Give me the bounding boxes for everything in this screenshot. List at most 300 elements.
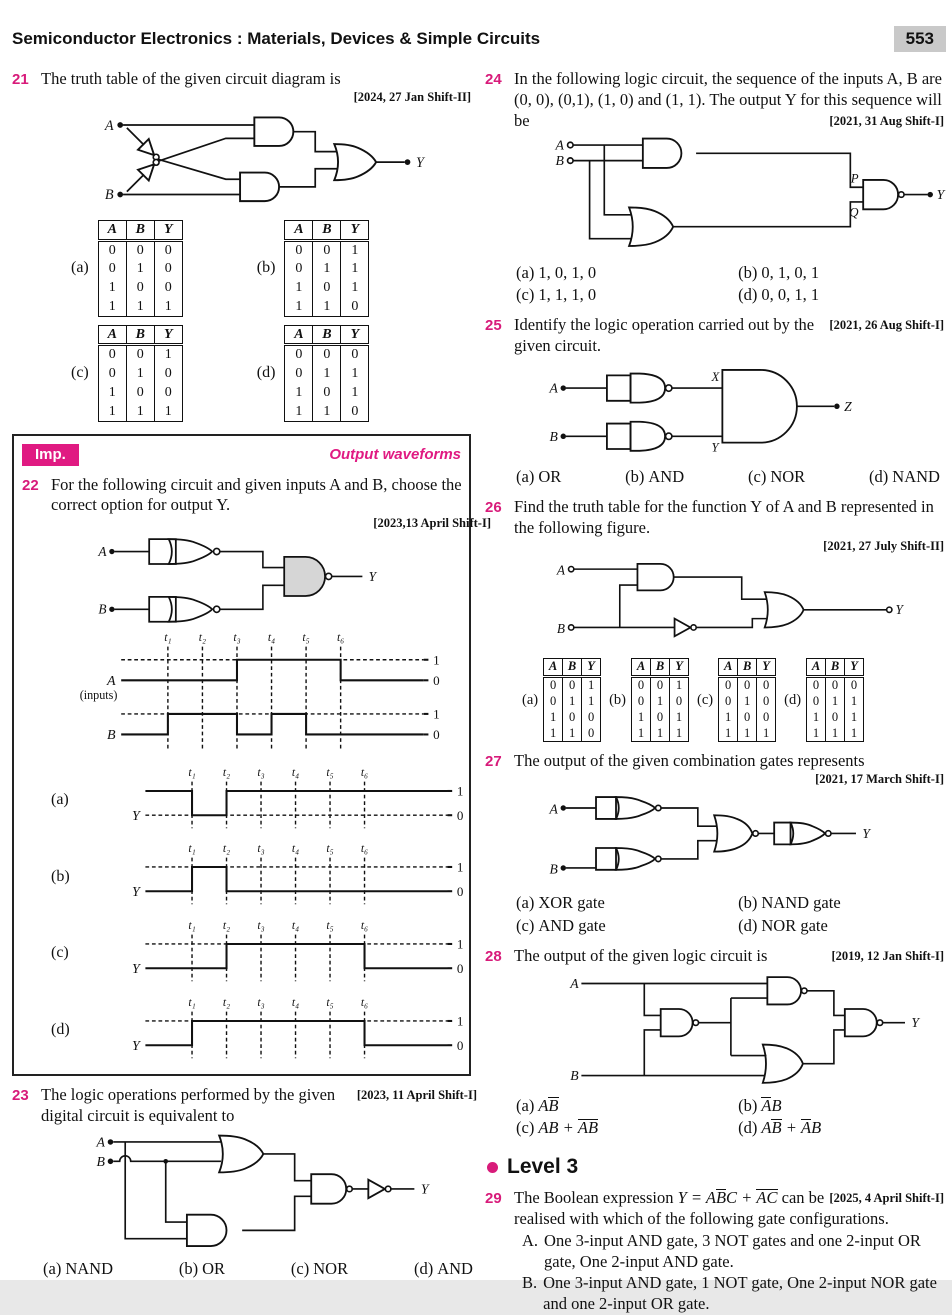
wire — [620, 585, 638, 627]
wire — [279, 168, 337, 186]
truth-table-cell: 0 — [98, 345, 126, 364]
formula-term: A — [538, 1095, 549, 1115]
waveform-option-c — [51, 916, 491, 991]
and-gate — [637, 563, 673, 590]
truth-table-cell: 0 — [719, 694, 738, 710]
truth-table-cell: 1 — [719, 710, 738, 726]
truth-table-cell: 1 — [341, 364, 369, 383]
input-b-label: B — [98, 601, 107, 617]
wire — [807, 991, 844, 1016]
svg-text:A: A — [107, 673, 116, 689]
truth-table-header-cell: B — [313, 325, 341, 345]
invert-bubble — [826, 831, 831, 836]
truth-table-row — [285, 278, 369, 297]
formula-term: B — [811, 1118, 822, 1138]
option-label: (d) — [784, 691, 802, 708]
invert-bubble — [753, 831, 758, 836]
wire — [661, 841, 716, 859]
truth-table-cell: 0 — [341, 297, 369, 316]
waveform-option-a — [51, 763, 491, 838]
waveform-plot — [87, 993, 491, 1062]
waveform-option-b — [51, 839, 491, 914]
options-row — [516, 467, 940, 488]
formula-overbar-term: A — [761, 1095, 772, 1115]
truth-table-cell: 1 — [126, 402, 154, 421]
truth-table-row — [807, 676, 864, 693]
formula-overbar-term: A — [800, 1118, 812, 1138]
output-y-label: Y — [862, 825, 870, 841]
question-number: 29 — [485, 1190, 502, 1208]
formula-term: Y = A — [677, 1188, 716, 1208]
citation: [2025, 4 April Shift-I] — [829, 1191, 944, 1206]
svg-text:0: 0 — [456, 961, 464, 977]
svg-text:Y: Y — [132, 962, 140, 978]
svg-text:0: 0 — [433, 672, 440, 688]
input-b-label: B — [556, 620, 565, 636]
truth-table-cell: 0 — [285, 364, 313, 383]
svg-text:Y: Y — [132, 808, 140, 824]
terminal-dot — [109, 549, 114, 554]
question-number: 26 — [485, 499, 502, 517]
input-b-label: B — [96, 1154, 105, 1170]
item-text: One 3-input AND gate, 3 NOT gates and one 2-input OR gate, One 2-input AND gate. — [544, 1230, 921, 1271]
option-c: (c) AND gate — [516, 915, 606, 935]
truth-table-cell: 0 — [651, 676, 670, 693]
output-y-label: Y — [420, 1181, 429, 1197]
truth-table-cell: 1 — [719, 726, 738, 742]
wire — [220, 551, 284, 567]
truth-table-cell: 0 — [582, 710, 601, 726]
wire — [604, 145, 632, 215]
truth-table-cell: 1 — [651, 726, 670, 742]
truth-table-cell: 1 — [826, 726, 845, 742]
truth-table-row — [719, 710, 776, 726]
question-text: The output of the given logic circuit is — [514, 945, 768, 965]
or-gate — [763, 1045, 803, 1083]
svg-text:t₅: t₅ — [326, 842, 334, 856]
svg-text:t₂: t₂ — [222, 996, 231, 1010]
truth-table-cell: 1 — [670, 710, 689, 726]
or-gate — [219, 1136, 263, 1173]
input-a-label: A — [555, 137, 564, 153]
wire — [127, 127, 144, 144]
svg-text:0: 0 — [433, 726, 440, 742]
output-y-label: Y — [936, 187, 945, 203]
truth-table-cell: 1 — [670, 726, 689, 742]
gate-body — [607, 375, 631, 400]
wire — [127, 174, 144, 191]
truth-table-row — [719, 726, 776, 742]
truth-table-cell: 1 — [126, 364, 154, 383]
truth-table-cell: 0 — [719, 676, 738, 693]
truth-table-cell: 0 — [154, 278, 182, 297]
invert-bubble — [693, 1020, 698, 1025]
truth-table-cell: 0 — [544, 694, 563, 710]
options-grid — [516, 1096, 944, 1140]
node-y-label: Y — [711, 440, 719, 455]
svg-text:t₄: t₄ — [291, 919, 300, 933]
truth-table-cell: 1 — [845, 726, 864, 742]
truth-table-cell: 0 — [582, 726, 601, 742]
not-gate — [675, 618, 691, 636]
question-number: 25 — [485, 317, 502, 335]
truth-table-cell: 1 — [563, 694, 582, 710]
truth-table-b — [631, 658, 689, 742]
truth-table-cell: 1 — [632, 726, 651, 742]
wire — [661, 808, 716, 826]
truth-table-cell: 1 — [98, 383, 126, 402]
wire — [644, 984, 660, 1016]
invert-bubble — [656, 805, 661, 810]
wire — [158, 159, 240, 179]
citation: [2024, 27 Jan Shift-II] — [353, 89, 471, 104]
node-x-label: X — [711, 369, 720, 384]
truth-table-cell: 1 — [126, 297, 154, 316]
truth-table-cell: 0 — [313, 278, 341, 297]
q26-circuit-diagram — [542, 555, 922, 650]
truth-table — [284, 325, 369, 422]
citation: [2023, 11 April Shift-I] — [356, 1087, 477, 1102]
option-b: (b) OR — [178, 1258, 226, 1278]
truth-table-row — [285, 297, 369, 316]
svg-text:t₃: t₃ — [233, 630, 241, 644]
truth-table-cell: 1 — [285, 297, 313, 316]
question-24 — [485, 69, 944, 306]
option-a: (a) AB — [516, 1095, 559, 1115]
truth-table-cell: 1 — [341, 259, 369, 278]
truth-table-row — [632, 676, 689, 693]
wire — [220, 585, 284, 609]
output-y-label: Y — [368, 568, 377, 584]
formula-overbar-term: B — [771, 1118, 782, 1138]
truth-table-cell: 1 — [826, 694, 845, 710]
level-3-heading — [487, 1155, 944, 1179]
truth-table-row — [807, 694, 864, 710]
open-terminal — [568, 158, 574, 164]
svg-text:1: 1 — [433, 652, 440, 668]
option-d: (d) AB + AB — [738, 1118, 822, 1138]
input-a-label: A — [96, 1134, 105, 1150]
input-a-label: A — [556, 562, 565, 578]
output-waveforms-tag: Output waveforms — [329, 446, 461, 464]
question-number: 23 — [12, 1086, 29, 1104]
truth-table-cell: 1 — [98, 278, 126, 297]
q27-circuit-diagram — [536, 788, 936, 886]
svg-text:t₃: t₃ — [257, 919, 265, 933]
citation: [2021, 17 March Shift-I] — [815, 772, 944, 787]
truth-table-cell: 1 — [738, 726, 757, 742]
svg-text:0: 0 — [456, 1037, 464, 1053]
truth-table-header-cell: A — [285, 221, 313, 241]
output-y-label: Y — [416, 154, 425, 171]
citation: [2021, 31 Aug Shift-I] — [829, 113, 944, 128]
node-p-label: P — [850, 172, 859, 187]
truth-table-row — [98, 240, 182, 259]
option-label: (c) — [71, 364, 89, 382]
truth-table-header-cell: Y — [845, 659, 864, 677]
question-text-before: The Boolean expression — [514, 1188, 678, 1208]
formula-overbar-term: C — [766, 1188, 778, 1208]
svg-text:t₆: t₆ — [336, 630, 345, 644]
option-d: (d) 0, 0, 1, 1 — [738, 285, 820, 305]
not-gate — [368, 1180, 385, 1198]
output-z-label: Z — [844, 398, 852, 414]
option-label: (d) — [256, 364, 276, 382]
svg-text:t₄: t₄ — [291, 842, 300, 856]
wire — [803, 1030, 845, 1064]
terminal-dot — [561, 433, 566, 438]
invert-bubble — [656, 856, 661, 861]
option-label: (b) — [256, 259, 276, 277]
formula-term: + — [781, 1118, 801, 1138]
wire — [697, 618, 767, 627]
truth-table-c — [718, 658, 776, 742]
nor-gate — [714, 815, 752, 851]
wire — [673, 202, 863, 227]
nand-shape — [631, 373, 666, 402]
truth-table-cell: 1 — [285, 402, 313, 421]
gate-body — [596, 797, 616, 819]
citation: [2019, 12 Jan Shift-I] — [831, 948, 944, 963]
waveform-plot — [87, 763, 491, 832]
svg-text:t₁: t₁ — [188, 919, 196, 933]
terminal-dot — [561, 865, 566, 870]
formula-overbar-term: AB — [577, 1118, 599, 1138]
svg-text:Y: Y — [132, 885, 140, 901]
truth-table-cell: 1 — [313, 364, 341, 383]
svg-text:t₁: t₁ — [188, 842, 196, 856]
terminal-dot — [108, 1159, 114, 1165]
truth-table-cell: 1 — [313, 402, 341, 421]
truth-table-cell: 0 — [154, 364, 182, 383]
question-text-after: can be realised with which of the following gate configurations. — [514, 1188, 889, 1228]
wire — [166, 1162, 187, 1223]
options-row — [43, 1259, 473, 1280]
truth-table-cell: 0 — [632, 694, 651, 710]
truth-table-cell: 0 — [126, 240, 154, 259]
truth-table-cell: 0 — [154, 240, 182, 259]
truth-table-cell: 0 — [341, 402, 369, 421]
truth-table-cell: 0 — [154, 259, 182, 278]
terminal-dot — [561, 385, 566, 390]
item-label: B. — [522, 1273, 538, 1293]
q23-circuit-diagram — [81, 1130, 477, 1252]
option-label: (a) — [51, 790, 69, 808]
input-waveforms — [63, 628, 491, 761]
truth-table-header-cell: B — [126, 221, 154, 241]
question-23 — [12, 1084, 477, 1280]
truth-table — [98, 220, 183, 317]
truth-table-header-cell: A — [632, 659, 651, 677]
invert-bubble — [214, 606, 220, 612]
question-text: The output of the given combination gates represents — [514, 751, 865, 771]
truth-table-header-cell: Y — [670, 659, 689, 677]
left-column — [12, 60, 491, 1315]
terminal-dot — [117, 191, 123, 197]
invert-bubble — [666, 385, 672, 391]
truth-table-cell: 1 — [582, 694, 601, 710]
q25-circuit-diagram — [536, 359, 936, 461]
truth-table-cell: 0 — [670, 694, 689, 710]
invert-bubble — [385, 1186, 391, 1192]
svg-text:t₄: t₄ — [267, 630, 276, 644]
truth-table-row — [71, 325, 471, 422]
truth-table-header-cell: Y — [582, 659, 601, 677]
truth-table-header-cell: Y — [154, 325, 182, 345]
truth-table-row — [285, 383, 369, 402]
nand-gate — [863, 180, 898, 209]
options-grid — [516, 263, 944, 307]
truth-table-header-cell: A — [98, 325, 126, 345]
truth-table-header-cell: B — [563, 659, 582, 677]
question-text: For the following circuit and given inputs A and B, choose the correct option for output Y. — [51, 474, 462, 515]
page-title: Semiconductor Electronics : Materials, Devices & Simple Circuits — [12, 29, 541, 48]
truth-table-row — [98, 402, 182, 421]
q21-circuit-diagram — [85, 106, 437, 213]
truth-table-row — [807, 726, 864, 742]
or-gate — [765, 592, 804, 627]
truth-table-header-cell: A — [544, 659, 563, 677]
truth-table-header-cell: B — [826, 659, 845, 677]
question-number: 21 — [12, 71, 29, 88]
option-label: (b) — [51, 867, 70, 885]
truth-table-cell: 0 — [826, 676, 845, 693]
truth-table-row — [632, 726, 689, 742]
question-28 — [485, 946, 944, 1140]
option-a: (a) XOR gate — [516, 892, 605, 912]
open-terminal — [569, 624, 574, 629]
formula-overbar-term: B — [548, 1095, 559, 1115]
truth-table-cell: 0 — [807, 676, 826, 693]
option-d: (d) NOR gate — [738, 915, 828, 935]
wire — [158, 138, 254, 161]
truth-table-row — [285, 364, 369, 383]
truth-table-cell: 0 — [126, 278, 154, 297]
svg-text:t₅: t₅ — [326, 919, 334, 933]
citation: [2021, 27 July Shift-II] — [823, 538, 944, 553]
question-27 — [485, 751, 944, 936]
truth-table-cell: 0 — [313, 383, 341, 402]
q24-circuit-diagram — [540, 134, 944, 255]
svg-text:1: 1 — [456, 783, 464, 799]
truth-table-row — [285, 402, 369, 421]
node-q-label: Q — [849, 205, 859, 220]
svg-text:t₃: t₃ — [257, 765, 265, 779]
truth-table-row — [514, 658, 944, 742]
terminal-dot — [108, 1140, 114, 1146]
svg-text:t₂: t₂ — [222, 842, 231, 856]
config-item-a — [522, 1231, 944, 1273]
option-label: (a) — [71, 259, 89, 277]
invert-bubble — [691, 624, 696, 629]
truth-table-cell: 0 — [285, 259, 313, 278]
svg-text:t₁: t₁ — [188, 996, 196, 1010]
option-b: (b) AB — [738, 1095, 782, 1115]
svg-text:t₆: t₆ — [360, 842, 369, 856]
truth-table-a — [98, 220, 183, 317]
wire — [293, 131, 337, 151]
nor-shape — [791, 822, 826, 844]
truth-table-row — [98, 383, 182, 402]
svg-text:(inputs): (inputs) — [79, 687, 118, 702]
option-label: (b) — [609, 691, 627, 708]
question-22 — [22, 474, 491, 1068]
truth-table-header-cell: Y — [341, 221, 369, 241]
nand-gate — [661, 1009, 693, 1036]
option-label: (d) — [51, 1021, 70, 1039]
truth-table-header-cell: Y — [341, 325, 369, 345]
truth-table-cell: 1 — [632, 710, 651, 726]
truth-table-cell: 0 — [651, 710, 670, 726]
truth-table-row — [544, 676, 601, 693]
input-b-label: B — [549, 861, 558, 877]
truth-table-row — [98, 345, 182, 364]
svg-text:t₅: t₅ — [302, 630, 310, 644]
truth-table-cell: 0 — [98, 240, 126, 259]
config-item-b — [522, 1273, 944, 1315]
waveform-c — [87, 916, 491, 991]
item-text: One 3-input AND gate, 1 NOT gate, One 2-input NOR gate and one 2-input OR gate. — [543, 1273, 937, 1314]
truth-table-cell: 0 — [126, 345, 154, 364]
gate-body — [774, 822, 790, 844]
wire — [242, 1197, 311, 1231]
wire — [644, 1030, 660, 1076]
imp-badge: Imp. — [22, 444, 79, 466]
formula-term: B — [771, 1095, 782, 1115]
truth-table-cell: 0 — [632, 676, 651, 693]
truth-table-cell: 1 — [341, 240, 369, 259]
truth-table-cell: 1 — [341, 278, 369, 297]
option-c: (c) NOR — [748, 467, 806, 487]
input-a-label: A — [549, 380, 558, 396]
truth-table-cell: 1 — [126, 259, 154, 278]
truth-table-cell: 1 — [285, 383, 313, 402]
q22-circuit-diagram — [71, 532, 453, 628]
terminal-dot — [109, 607, 114, 612]
truth-table-row — [544, 726, 601, 742]
truth-table-cell: 1 — [154, 297, 182, 316]
waveform-option-d — [51, 993, 491, 1068]
truth-table-header-cell: B — [126, 325, 154, 345]
truth-table-cell: 0 — [563, 710, 582, 726]
svg-text:1: 1 — [456, 936, 464, 952]
truth-table-cell: 1 — [738, 694, 757, 710]
svg-text:Y: Y — [132, 1038, 140, 1054]
truth-table-cell: 1 — [563, 726, 582, 742]
truth-table-row — [719, 676, 776, 693]
svg-text:t₁: t₁ — [164, 630, 172, 644]
truth-table-cell: 1 — [341, 383, 369, 402]
formula-term: A — [761, 1118, 772, 1138]
truth-table — [284, 220, 369, 317]
truth-table-cell: 0 — [98, 259, 126, 278]
truth-table-header-cell: Y — [154, 221, 182, 241]
svg-text:1: 1 — [433, 706, 440, 722]
input-a-label: A — [549, 801, 558, 817]
truth-table-cell: 0 — [285, 240, 313, 259]
options-grid — [516, 893, 944, 937]
question-text: The logic operations performed by the given digital circuit is equivalent to — [41, 1084, 336, 1125]
truth-table-header-cell: B — [651, 659, 670, 677]
page-header — [0, 0, 952, 56]
question-text: The truth table of the given circuit diagram is — [41, 69, 341, 88]
input-a-label: A — [104, 117, 114, 134]
truth-table-cell: 1 — [544, 710, 563, 726]
invert-bubble — [877, 1020, 882, 1025]
svg-text:t₅: t₅ — [326, 765, 334, 779]
terminal-dot — [927, 192, 933, 198]
truth-table — [718, 658, 776, 742]
